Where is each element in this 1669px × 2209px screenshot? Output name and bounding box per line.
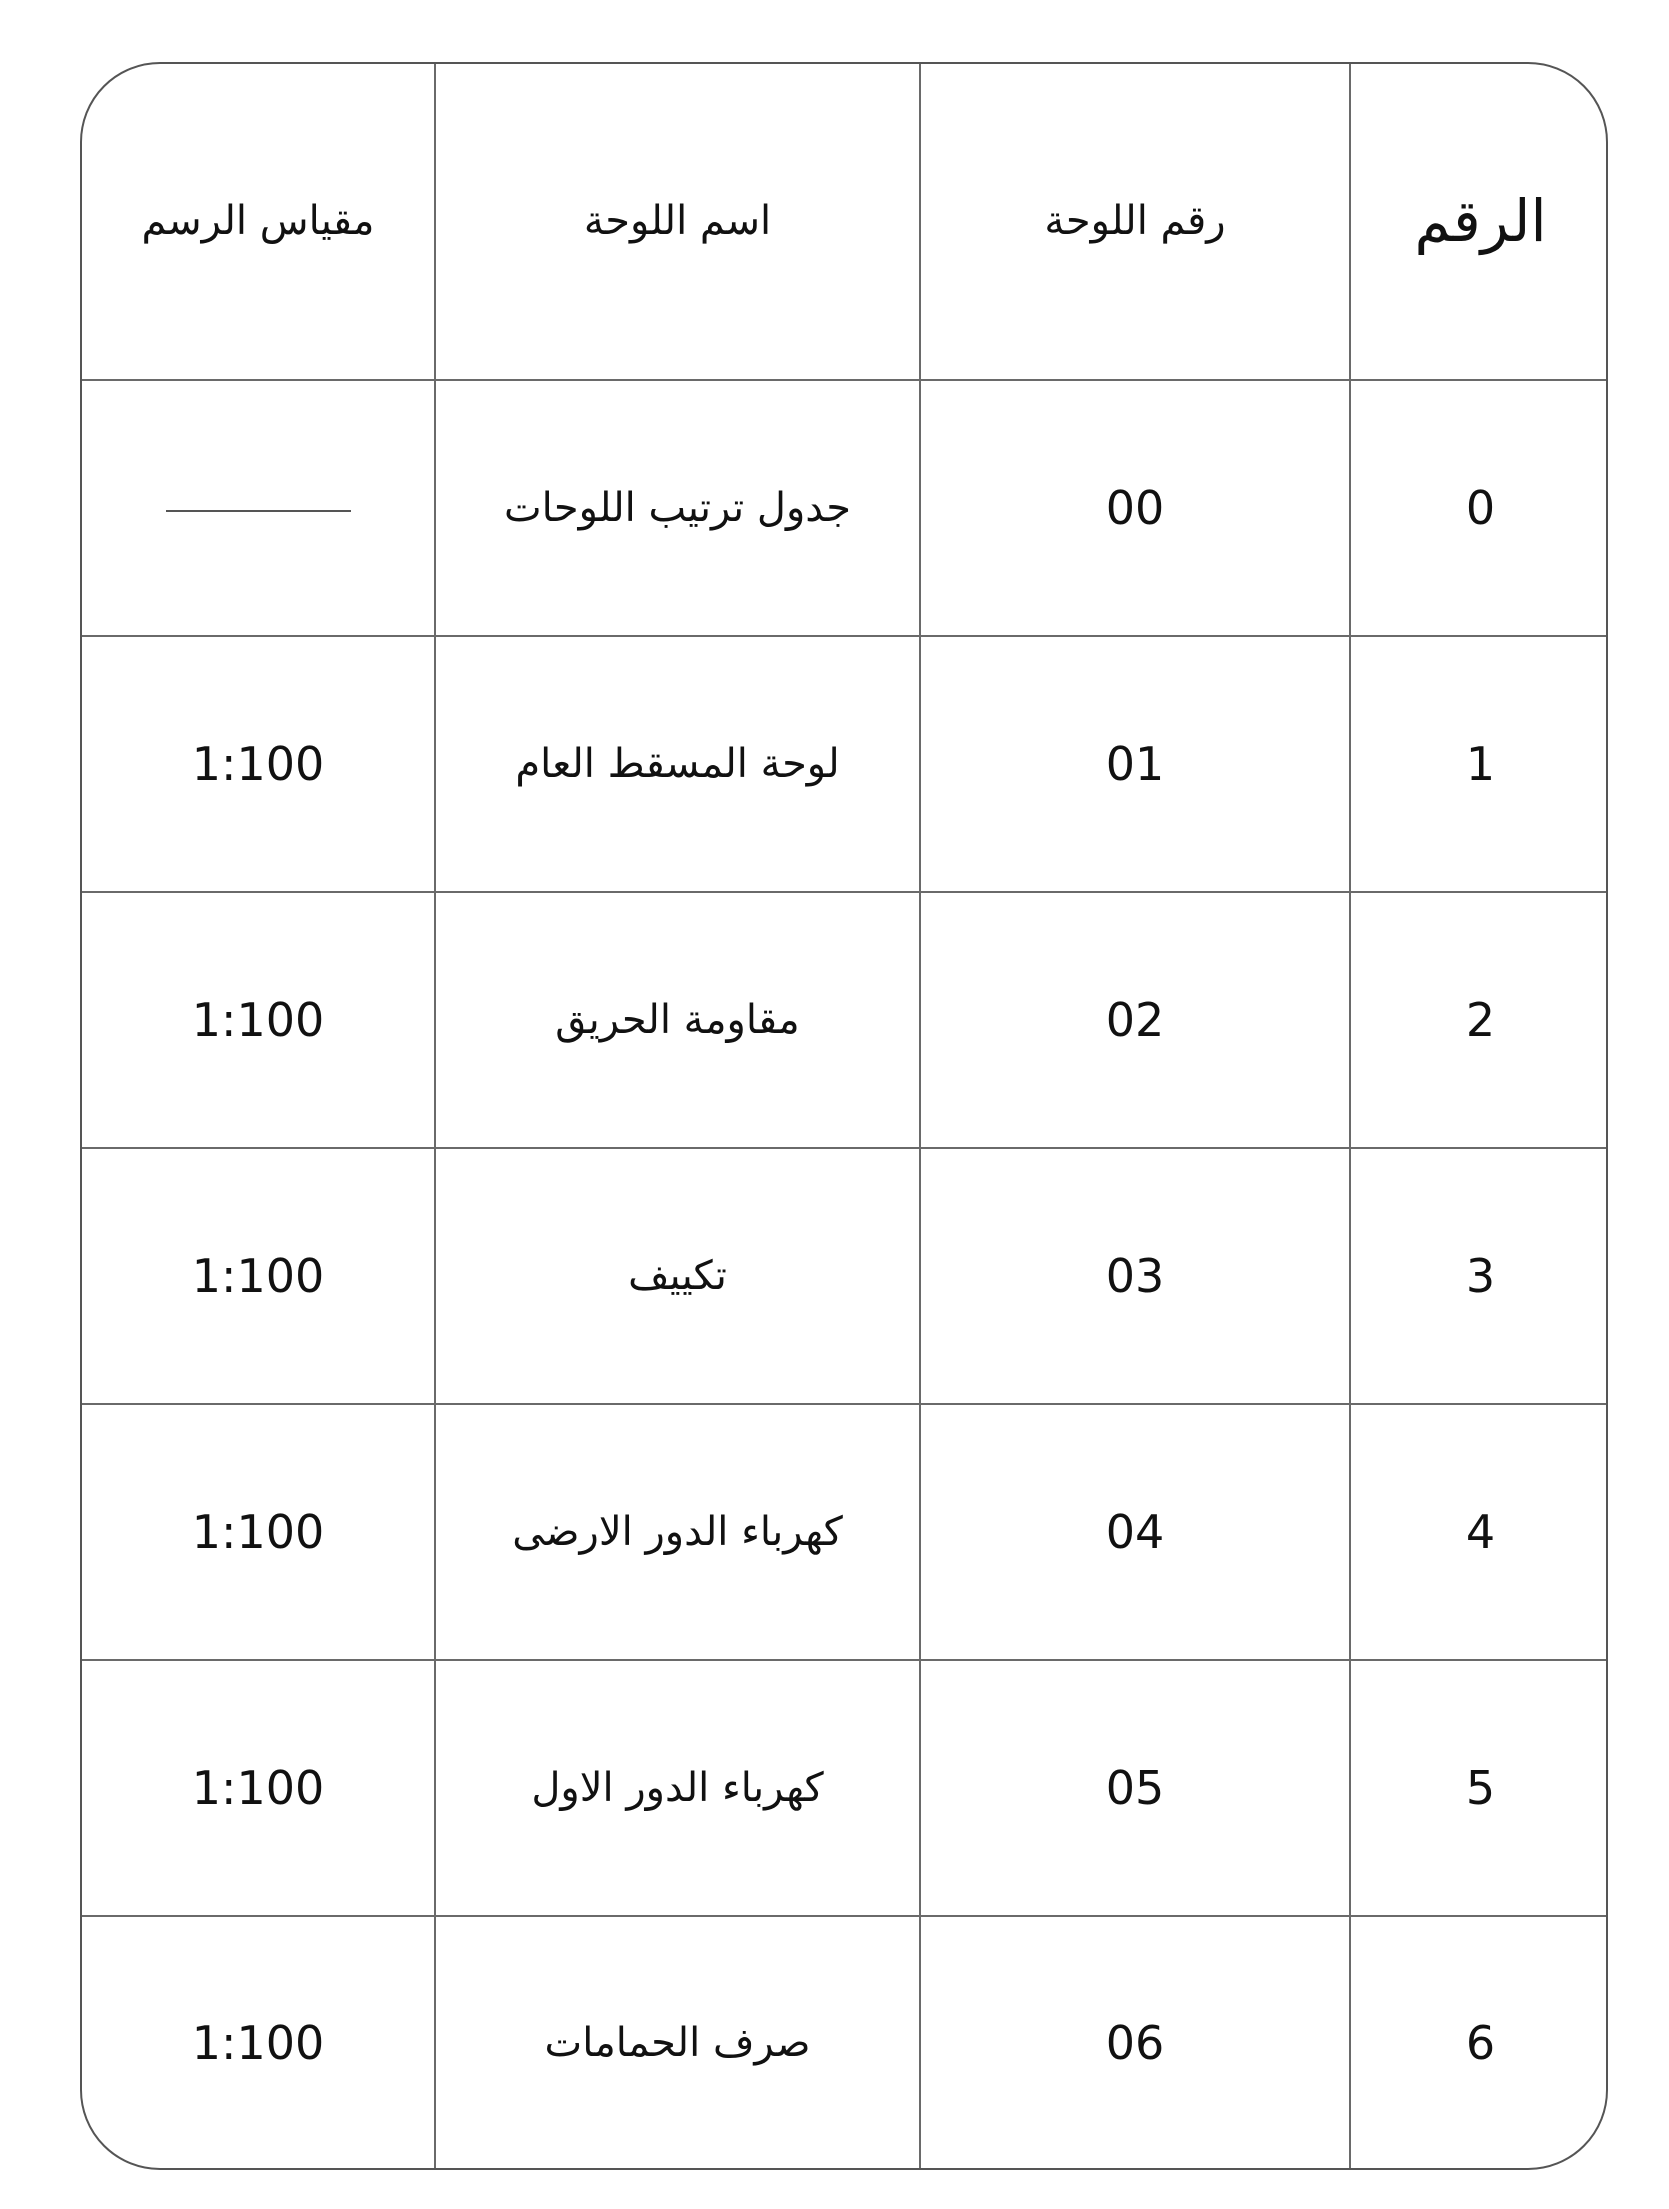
row-drawing-name: مقاومة الحريق (435, 892, 920, 1148)
row-drawing-scale: 1:100 (82, 892, 435, 1148)
row-index: 1 (1350, 636, 1608, 892)
drawing-index-frame (80, 62, 1608, 2170)
row-drawing-name: صرف الحمامات (435, 1916, 920, 2168)
table-row (82, 1148, 1608, 1404)
row-drawing-scale (82, 380, 435, 636)
row-drawing-scale: 1:100 (82, 1404, 435, 1660)
row-drawing-number: 02 (920, 892, 1350, 1148)
row-drawing-scale: 1:100 (82, 1916, 435, 2168)
table-row (82, 1404, 1608, 1660)
table-row (82, 636, 1608, 892)
row-drawing-name: كهرباء الدور الاول (435, 1660, 920, 1916)
empty-scale-dash (166, 510, 351, 512)
row-drawing-scale: 1:100 (82, 636, 435, 892)
header-drawing-number: رقم اللوحة (920, 64, 1350, 380)
row-index: 6 (1350, 1916, 1608, 2168)
row-drawing-name: لوحة المسقط العام (435, 636, 920, 892)
row-index: 2 (1350, 892, 1608, 1148)
row-index: 3 (1350, 1148, 1608, 1404)
row-drawing-number: 03 (920, 1148, 1350, 1404)
table-row (82, 892, 1608, 1148)
table-row (82, 1916, 1608, 2168)
table-row (82, 1660, 1608, 1916)
table-row (82, 380, 1608, 636)
table-header-row (82, 64, 1608, 380)
row-index: 5 (1350, 1660, 1608, 1916)
row-index: 0 (1350, 380, 1608, 636)
row-drawing-number: 05 (920, 1660, 1350, 1916)
row-drawing-name: جدول ترتيب اللوحات (435, 380, 920, 636)
row-drawing-number: 04 (920, 1404, 1350, 1660)
row-drawing-number: 01 (920, 636, 1350, 892)
drawing-index-table (82, 64, 1608, 2168)
header-drawing-name: اسم اللوحة (435, 64, 920, 380)
row-drawing-scale: 1:100 (82, 1148, 435, 1404)
row-drawing-name: تكييف (435, 1148, 920, 1404)
row-drawing-name: كهرباء الدور الارضى (435, 1404, 920, 1660)
row-index: 4 (1350, 1404, 1608, 1660)
header-index: الرقم (1350, 64, 1608, 380)
row-drawing-scale: 1:100 (82, 1660, 435, 1916)
header-drawing-scale: مقياس الرسم (82, 64, 435, 380)
row-drawing-number: 00 (920, 380, 1350, 636)
row-drawing-number: 06 (920, 1916, 1350, 2168)
